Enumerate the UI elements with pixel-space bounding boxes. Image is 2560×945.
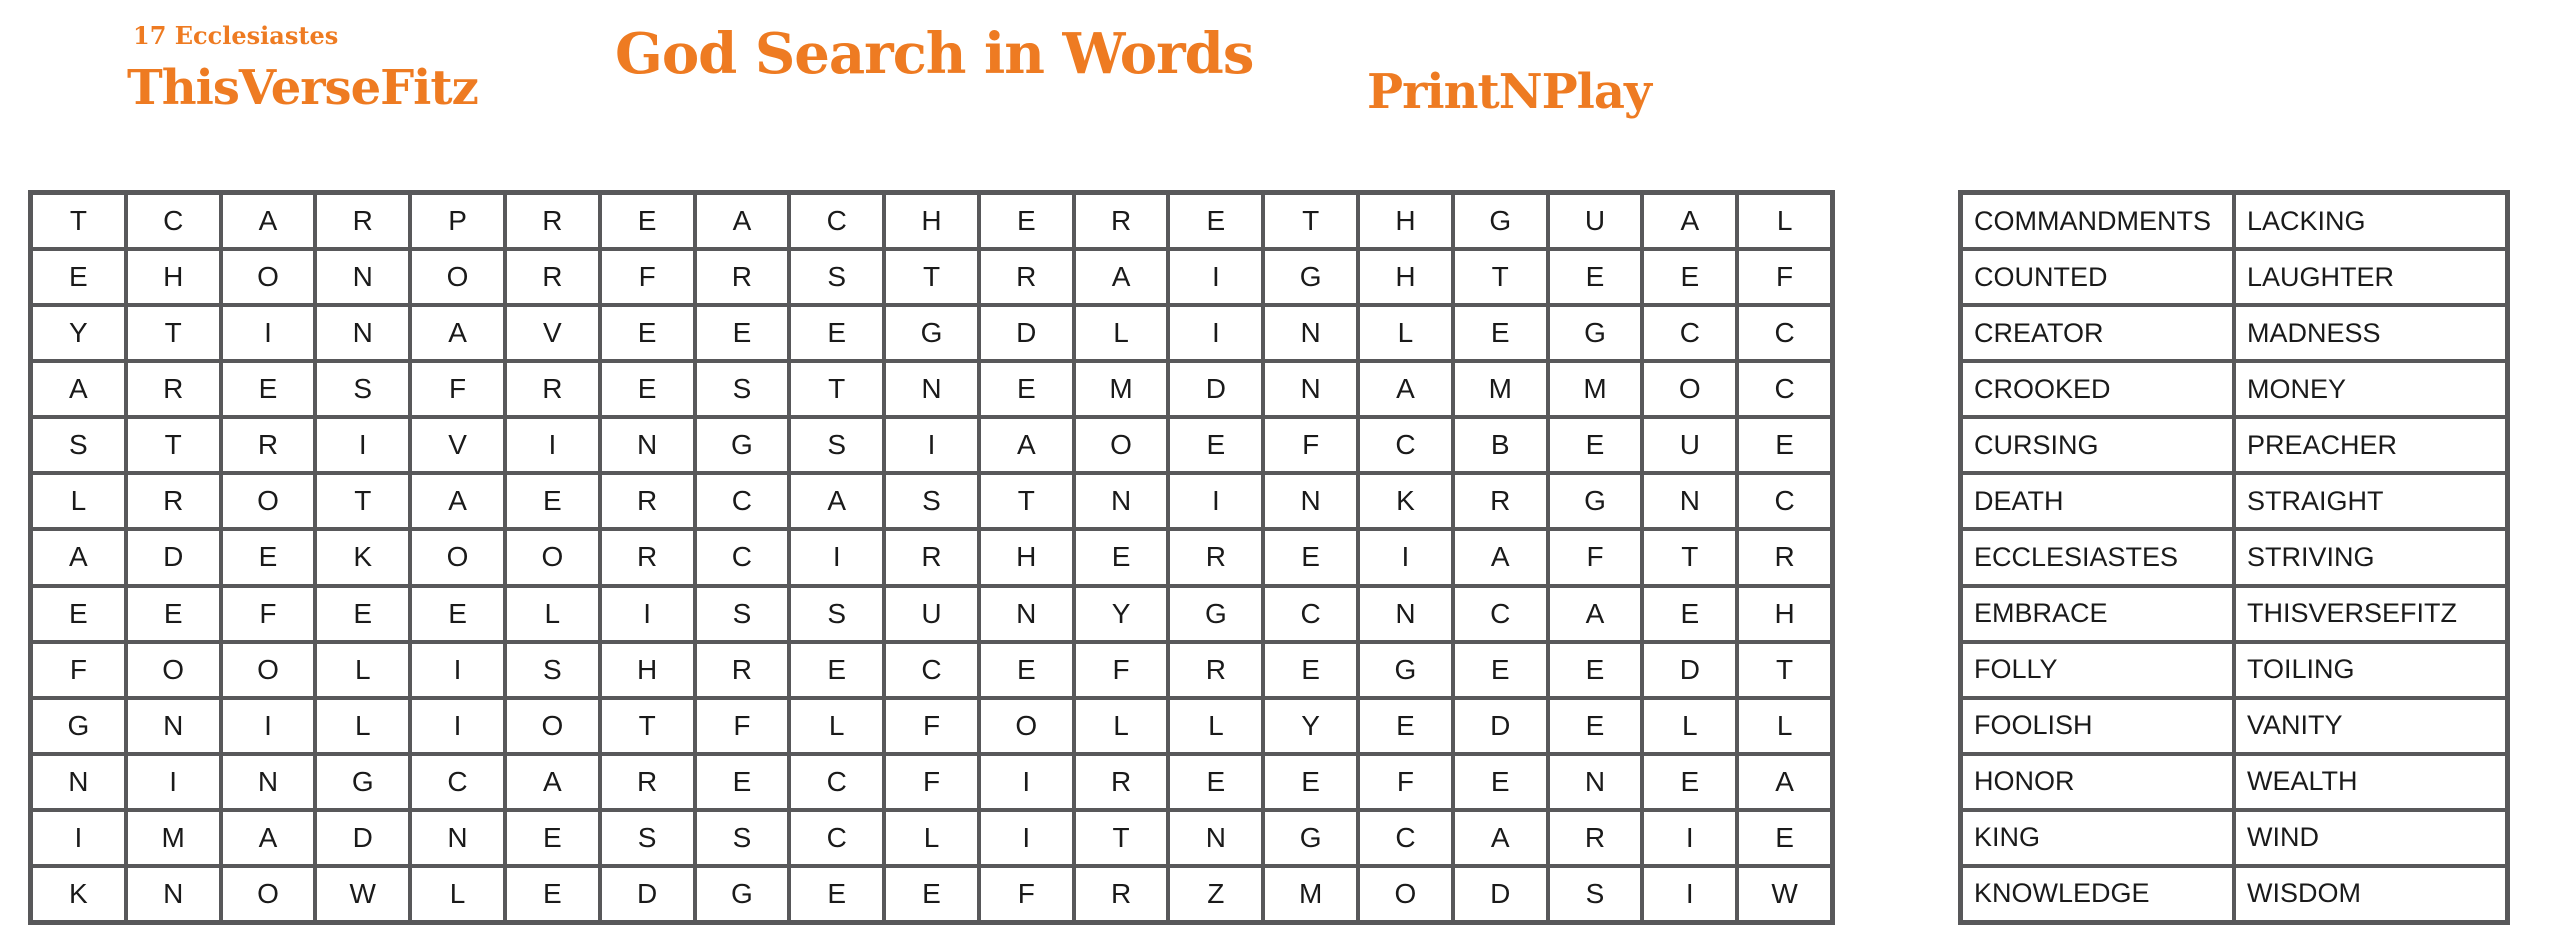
grid-cell[interactable]: O xyxy=(412,531,503,583)
grid-cell[interactable]: H xyxy=(1360,251,1451,303)
grid-cell[interactable]: R xyxy=(981,251,1072,303)
grid-cell[interactable]: U xyxy=(886,588,977,640)
grid-cell[interactable]: N xyxy=(412,812,503,864)
grid-cell[interactable]: A xyxy=(1455,812,1546,864)
grid-cell[interactable]: I xyxy=(223,307,314,359)
grid-cell[interactable]: N xyxy=(1644,475,1735,527)
grid-cell[interactable]: G xyxy=(697,868,788,920)
grid-cell[interactable]: I xyxy=(412,644,503,696)
grid-cell[interactable]: E xyxy=(1550,419,1641,471)
grid-cell[interactable]: F xyxy=(1550,531,1641,583)
grid-cell[interactable]: R xyxy=(1076,195,1167,247)
grid-cell[interactable]: I xyxy=(886,419,977,471)
grid-cell[interactable]: E xyxy=(128,588,219,640)
grid-cell[interactable]: H xyxy=(128,251,219,303)
grid-cell[interactable]: N xyxy=(1360,588,1451,640)
grid-cell[interactable]: A xyxy=(33,531,124,583)
grid-cell[interactable]: I xyxy=(1170,307,1261,359)
grid-cell[interactable]: R xyxy=(128,475,219,527)
word-list-item[interactable]: CROOKED xyxy=(1963,363,2232,415)
grid-cell[interactable]: F xyxy=(697,700,788,752)
grid-cell[interactable]: H xyxy=(1739,588,1830,640)
grid-cell[interactable]: R xyxy=(507,363,598,415)
grid-cell[interactable]: N xyxy=(317,251,408,303)
grid-cell[interactable]: S xyxy=(33,419,124,471)
grid-cell[interactable]: I xyxy=(1644,868,1735,920)
grid-cell[interactable]: R xyxy=(1076,756,1167,808)
grid-cell[interactable]: R xyxy=(697,644,788,696)
grid-cell[interactable]: N xyxy=(33,756,124,808)
grid-cell[interactable]: N xyxy=(128,868,219,920)
word-list-item[interactable]: LAUGHTER xyxy=(2236,251,2505,303)
grid-cell[interactable]: N xyxy=(223,756,314,808)
word-list-item[interactable]: MONEY xyxy=(2236,363,2505,415)
grid-cell[interactable]: S xyxy=(697,363,788,415)
grid-cell[interactable]: L xyxy=(412,868,503,920)
grid-cell[interactable]: E xyxy=(602,195,693,247)
grid-cell[interactable]: O xyxy=(1076,419,1167,471)
grid-cell[interactable]: R xyxy=(602,475,693,527)
grid-cell[interactable]: N xyxy=(317,307,408,359)
grid-cell[interactable]: I xyxy=(981,812,1072,864)
grid-cell[interactable]: F xyxy=(981,868,1072,920)
grid-cell[interactable]: E xyxy=(602,307,693,359)
grid-cell[interactable]: A xyxy=(1360,363,1451,415)
grid-cell[interactable]: T xyxy=(1265,195,1356,247)
grid-cell[interactable]: G xyxy=(1265,812,1356,864)
word-list-item[interactable]: KNOWLEDGE xyxy=(1963,868,2232,920)
grid-cell[interactable]: L xyxy=(886,812,977,864)
grid-cell[interactable]: T xyxy=(128,419,219,471)
grid-cell[interactable]: E xyxy=(33,251,124,303)
word-list-item[interactable]: FOLLY xyxy=(1963,644,2232,696)
grid-cell[interactable]: T xyxy=(33,195,124,247)
grid-cell[interactable]: O xyxy=(507,531,598,583)
grid-cell[interactable]: H xyxy=(981,531,1072,583)
grid-cell[interactable]: I xyxy=(317,419,408,471)
grid-cell[interactable]: E xyxy=(1550,644,1641,696)
grid-cell[interactable]: E xyxy=(507,475,598,527)
grid-cell[interactable]: E xyxy=(1455,644,1546,696)
grid-cell[interactable]: A xyxy=(1455,531,1546,583)
grid-cell[interactable]: A xyxy=(981,419,1072,471)
grid-cell[interactable]: N xyxy=(886,363,977,415)
grid-cell[interactable]: E xyxy=(1644,251,1735,303)
grid-cell[interactable]: R xyxy=(1170,531,1261,583)
grid-cell[interactable]: E xyxy=(1739,419,1830,471)
grid-cell[interactable]: R xyxy=(1076,868,1167,920)
grid-cell[interactable]: S xyxy=(507,644,598,696)
grid-cell[interactable]: F xyxy=(1265,419,1356,471)
word-list-item[interactable]: COUNTED xyxy=(1963,251,2232,303)
grid-cell[interactable]: L xyxy=(1170,700,1261,752)
grid-cell[interactable]: L xyxy=(317,644,408,696)
grid-cell[interactable]: L xyxy=(1076,700,1167,752)
grid-cell[interactable]: O xyxy=(412,251,503,303)
grid-cell[interactable]: E xyxy=(507,812,598,864)
grid-cell[interactable]: I xyxy=(1170,251,1261,303)
grid-cell[interactable]: T xyxy=(128,307,219,359)
grid-cell[interactable]: Y xyxy=(1076,588,1167,640)
grid-cell[interactable]: L xyxy=(1644,700,1735,752)
grid-cell[interactable]: K xyxy=(33,868,124,920)
word-list-item[interactable]: DEATH xyxy=(1963,475,2232,527)
grid-cell[interactable]: R xyxy=(128,363,219,415)
grid-cell[interactable]: G xyxy=(1360,644,1451,696)
grid-cell[interactable]: E xyxy=(981,644,1072,696)
page-title: God Search in Words xyxy=(615,21,1254,87)
grid-cell[interactable]: T xyxy=(1739,644,1830,696)
grid-cell[interactable]: D xyxy=(1455,700,1546,752)
grid-cell[interactable]: M xyxy=(1076,363,1167,415)
grid-cell[interactable]: G xyxy=(33,700,124,752)
grid-cell[interactable]: G xyxy=(1455,195,1546,247)
grid-cell[interactable]: H xyxy=(602,644,693,696)
grid-cell[interactable]: S xyxy=(791,251,882,303)
grid-cell[interactable]: E xyxy=(1739,812,1830,864)
grid-cell[interactable]: E xyxy=(602,363,693,415)
grid-cell[interactable]: T xyxy=(317,475,408,527)
word-list-item[interactable]: CREATOR xyxy=(1963,307,2232,359)
grid-cell[interactable]: S xyxy=(317,363,408,415)
grid-cell[interactable]: A xyxy=(1550,588,1641,640)
grid-cell[interactable]: E xyxy=(791,868,882,920)
grid-cell[interactable]: B xyxy=(1455,419,1546,471)
brand-right-logo: PrintNPlay xyxy=(1367,64,1651,120)
grid-cell[interactable]: I xyxy=(981,756,1072,808)
grid-cell[interactable]: A xyxy=(697,195,788,247)
grid-cell[interactable]: I xyxy=(1170,475,1261,527)
grid-cell[interactable]: G xyxy=(1550,475,1641,527)
brand-left-logo: ThisVerseFitz xyxy=(127,60,478,116)
grid-cell[interactable]: G xyxy=(317,756,408,808)
grid-cell[interactable]: G xyxy=(697,419,788,471)
grid-cell[interactable]: I xyxy=(602,588,693,640)
grid-cell[interactable]: E xyxy=(1170,756,1261,808)
grid-cell[interactable]: E xyxy=(1550,251,1641,303)
grid-cell[interactable]: I xyxy=(412,700,503,752)
grid-cell[interactable]: A xyxy=(412,475,503,527)
grid-cell[interactable]: C xyxy=(791,812,882,864)
grid-cell[interactable]: K xyxy=(317,531,408,583)
grid-cell[interactable]: O xyxy=(507,700,598,752)
grid-cell[interactable]: I xyxy=(128,756,219,808)
grid-cell[interactable]: P xyxy=(412,195,503,247)
grid-cell[interactable]: T xyxy=(981,475,1072,527)
grid-cell[interactable]: R xyxy=(602,531,693,583)
grid-cell[interactable]: R xyxy=(1550,812,1641,864)
grid-cell[interactable]: R xyxy=(507,251,598,303)
grid-cell[interactable]: M xyxy=(1265,868,1356,920)
grid-cell[interactable]: N xyxy=(1265,307,1356,359)
word-list-item[interactable]: CURSING xyxy=(1963,419,2232,471)
grid-cell[interactable]: C xyxy=(128,195,219,247)
grid-cell[interactable]: A xyxy=(412,307,503,359)
word-list-item[interactable]: WISDOM xyxy=(2236,868,2505,920)
grid-cell[interactable]: L xyxy=(791,700,882,752)
grid-cell[interactable]: I xyxy=(223,700,314,752)
grid-cell[interactable]: E xyxy=(412,588,503,640)
grid-cell[interactable]: S xyxy=(791,588,882,640)
grid-cell[interactable]: F xyxy=(223,588,314,640)
grid-cell[interactable]: R xyxy=(223,419,314,471)
grid-cell[interactable]: D xyxy=(128,531,219,583)
grid-cell[interactable]: A xyxy=(507,756,598,808)
grid-cell[interactable]: S xyxy=(791,419,882,471)
grid-cell[interactable]: R xyxy=(1739,531,1830,583)
grid-cell[interactable]: V xyxy=(412,419,503,471)
grid-cell[interactable]: N xyxy=(602,419,693,471)
grid-cell[interactable]: C xyxy=(1739,475,1830,527)
grid-cell[interactable]: D xyxy=(1455,868,1546,920)
grid-cell[interactable]: S xyxy=(697,812,788,864)
grid-cell[interactable]: R xyxy=(317,195,408,247)
grid-cell[interactable]: F xyxy=(412,363,503,415)
grid-cell[interactable]: O xyxy=(223,251,314,303)
grid-cell[interactable]: C xyxy=(791,195,882,247)
grid-cell[interactable]: C xyxy=(412,756,503,808)
grid-cell[interactable]: H xyxy=(886,195,977,247)
word-list-item[interactable]: TOILING xyxy=(2236,644,2505,696)
grid-cell[interactable]: F xyxy=(1360,756,1451,808)
word-list-item[interactable]: KING xyxy=(1963,812,2232,864)
grid-cell[interactable]: O xyxy=(1644,363,1735,415)
word-list-item[interactable]: WIND xyxy=(2236,812,2505,864)
grid-cell[interactable]: G xyxy=(1265,251,1356,303)
grid-cell[interactable]: E xyxy=(981,195,1072,247)
word-list-item[interactable]: LACKING xyxy=(2236,195,2505,247)
word-list-item[interactable]: HONOR xyxy=(1963,756,2232,808)
grid-cell[interactable]: F xyxy=(33,644,124,696)
word-list-item[interactable]: STRAIGHT xyxy=(2236,475,2505,527)
grid-cell[interactable]: T xyxy=(1455,251,1546,303)
grid-cell[interactable]: Y xyxy=(33,307,124,359)
grid-cell[interactable]: E xyxy=(886,868,977,920)
grid-cell[interactable]: E xyxy=(1265,531,1356,583)
word-list-item[interactable]: PREACHER xyxy=(2236,419,2505,471)
grid-cell[interactable]: F xyxy=(886,756,977,808)
grid-cell[interactable]: E xyxy=(791,644,882,696)
grid-cell[interactable]: A xyxy=(791,475,882,527)
grid-cell[interactable]: I xyxy=(33,812,124,864)
grid-cell[interactable]: F xyxy=(602,251,693,303)
grid-cell[interactable]: E xyxy=(1360,700,1451,752)
grid-cell[interactable]: C xyxy=(697,475,788,527)
grid-cell[interactable]: C xyxy=(886,644,977,696)
word-list-item[interactable]: THISVERSEFITZ xyxy=(2236,588,2505,640)
grid-cell[interactable]: S xyxy=(602,812,693,864)
grid-cell[interactable]: U xyxy=(1644,419,1735,471)
grid-cell[interactable]: L xyxy=(507,588,598,640)
word-list-item[interactable]: EMBRACE xyxy=(1963,588,2232,640)
grid-cell[interactable]: I xyxy=(1360,531,1451,583)
grid-cell[interactable]: E xyxy=(223,363,314,415)
grid-cell[interactable]: C xyxy=(1739,307,1830,359)
grid-cell[interactable]: E xyxy=(317,588,408,640)
grid-cell[interactable]: E xyxy=(981,363,1072,415)
grid-cell[interactable]: W xyxy=(317,868,408,920)
grid-cell[interactable]: C xyxy=(791,756,882,808)
grid-cell[interactable]: M xyxy=(1455,363,1546,415)
grid-cell[interactable]: S xyxy=(1550,868,1641,920)
grid-cell[interactable]: O xyxy=(223,644,314,696)
grid-cell[interactable]: D xyxy=(1170,363,1261,415)
grid-cell[interactable]: C xyxy=(1644,307,1735,359)
grid-cell[interactable]: L xyxy=(1076,307,1167,359)
grid-cell[interactable]: N xyxy=(1265,475,1356,527)
grid-cell[interactable]: I xyxy=(791,531,882,583)
grid-cell[interactable]: E xyxy=(1644,588,1735,640)
grid-cell[interactable]: L xyxy=(1739,700,1830,752)
grid-cell[interactable]: M xyxy=(1550,363,1641,415)
grid-cell[interactable]: T xyxy=(602,700,693,752)
grid-cell[interactable]: L xyxy=(317,700,408,752)
grid-cell[interactable]: T xyxy=(791,363,882,415)
grid-cell[interactable]: F xyxy=(1076,644,1167,696)
grid-cell[interactable]: E xyxy=(33,588,124,640)
puzzle-subtitle: 17 Ecclesiastes xyxy=(133,21,339,50)
grid-cell[interactable]: N xyxy=(1265,363,1356,415)
grid-cell[interactable]: F xyxy=(1739,251,1830,303)
grid-cell[interactable]: O xyxy=(128,644,219,696)
grid-cell[interactable]: C xyxy=(697,531,788,583)
grid-cell[interactable]: G xyxy=(886,307,977,359)
grid-cell[interactable]: E xyxy=(697,756,788,808)
grid-cell[interactable]: O xyxy=(223,475,314,527)
grid-cell[interactable]: S xyxy=(697,588,788,640)
grid-cell[interactable]: C xyxy=(1265,588,1356,640)
word-list-item[interactable]: VANITY xyxy=(2236,700,2505,752)
grid-cell[interactable]: V xyxy=(507,307,598,359)
grid-cell[interactable]: D xyxy=(1644,644,1735,696)
grid-cell[interactable]: E xyxy=(1455,756,1546,808)
grid-cell[interactable]: E xyxy=(1265,756,1356,808)
grid-cell[interactable]: G xyxy=(1550,307,1641,359)
grid-cell[interactable]: L xyxy=(1360,307,1451,359)
grid-cell[interactable]: S xyxy=(886,475,977,527)
grid-cell[interactable]: A xyxy=(1076,251,1167,303)
grid-cell[interactable]: E xyxy=(791,307,882,359)
grid-cell[interactable]: T xyxy=(886,251,977,303)
grid-cell[interactable]: R xyxy=(1170,644,1261,696)
grid-cell[interactable]: D xyxy=(981,307,1072,359)
grid-cell[interactable]: N xyxy=(128,700,219,752)
grid-cell[interactable]: Y xyxy=(1265,700,1356,752)
grid-cell[interactable]: A xyxy=(1644,195,1735,247)
grid-cell[interactable]: E xyxy=(697,307,788,359)
grid-cell[interactable]: E xyxy=(1170,419,1261,471)
grid-cell[interactable]: I xyxy=(507,419,598,471)
grid-cell[interactable]: C xyxy=(1360,812,1451,864)
grid-cell[interactable]: A xyxy=(33,363,124,415)
grid-cell[interactable]: D xyxy=(602,868,693,920)
grid-cell[interactable]: G xyxy=(1170,588,1261,640)
word-list-item[interactable]: STRIVING xyxy=(2236,531,2505,583)
grid-cell[interactable]: N xyxy=(1170,812,1261,864)
grid-cell[interactable]: O xyxy=(223,868,314,920)
grid-cell[interactable]: N xyxy=(1550,756,1641,808)
grid-cell[interactable]: N xyxy=(981,588,1072,640)
word-list-item[interactable]: ECCLESIASTES xyxy=(1963,531,2232,583)
word-list-item[interactable]: COMMANDMENTS xyxy=(1963,195,2232,247)
grid-cell[interactable]: R xyxy=(697,251,788,303)
grid-cell[interactable]: C xyxy=(1739,363,1830,415)
grid-cell[interactable]: E xyxy=(1076,531,1167,583)
grid-cell[interactable]: E xyxy=(1644,756,1735,808)
grid-cell[interactable]: Z xyxy=(1170,868,1261,920)
grid-cell[interactable]: L xyxy=(1739,195,1830,247)
grid-cell[interactable]: T xyxy=(1076,812,1167,864)
grid-cell[interactable]: K xyxy=(1360,475,1451,527)
grid-cell[interactable]: E xyxy=(1170,195,1261,247)
word-list-item[interactable]: MADNESS xyxy=(2236,307,2505,359)
grid-cell[interactable]: R xyxy=(1455,475,1546,527)
word-list-item[interactable]: FOOLISH xyxy=(1963,700,2232,752)
grid-cell[interactable]: A xyxy=(223,195,314,247)
word-list-item[interactable]: WEALTH xyxy=(2236,756,2505,808)
grid-cell[interactable]: N xyxy=(1076,475,1167,527)
grid-cell[interactable]: W xyxy=(1739,868,1830,920)
grid-cell[interactable]: O xyxy=(981,700,1072,752)
grid-cell[interactable]: I xyxy=(1644,812,1735,864)
grid-cell[interactable]: A xyxy=(223,812,314,864)
grid-cell[interactable]: O xyxy=(1360,868,1451,920)
grid-cell[interactable]: R xyxy=(602,756,693,808)
grid-cell[interactable]: U xyxy=(1550,195,1641,247)
grid-cell[interactable]: C xyxy=(1455,588,1546,640)
grid-cell[interactable]: H xyxy=(1360,195,1451,247)
grid-cell[interactable]: M xyxy=(128,812,219,864)
grid-cell[interactable]: E xyxy=(507,868,598,920)
grid-cell[interactable]: R xyxy=(886,531,977,583)
grid-cell[interactable]: A xyxy=(1739,756,1830,808)
grid-cell[interactable]: E xyxy=(1455,307,1546,359)
grid-cell[interactable]: E xyxy=(1550,700,1641,752)
grid-cell[interactable]: D xyxy=(317,812,408,864)
wordsearch-grid xyxy=(28,190,1835,925)
grid-cell[interactable]: L xyxy=(33,475,124,527)
grid-cell[interactable]: E xyxy=(1265,644,1356,696)
word-list-table xyxy=(1958,190,2510,925)
grid-cell[interactable]: E xyxy=(223,531,314,583)
grid-cell[interactable]: F xyxy=(886,700,977,752)
grid-cell[interactable]: T xyxy=(1644,531,1735,583)
grid-cell[interactable]: R xyxy=(507,195,598,247)
grid-cell[interactable]: C xyxy=(1360,419,1451,471)
